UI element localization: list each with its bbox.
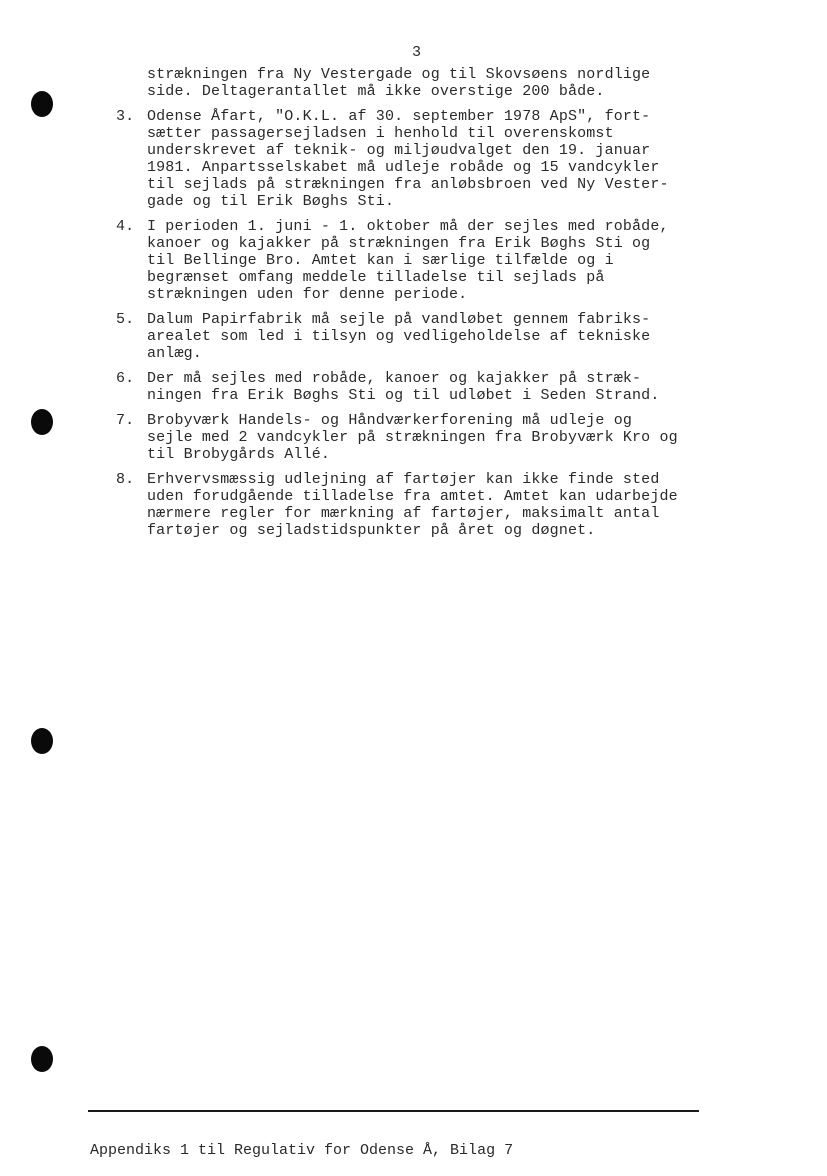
punch-hole-2 [31, 409, 53, 435]
text-line: ningen fra Erik Bøghs Sti og til udløbet i Seden Strand. [147, 387, 660, 404]
text-line: Brobyværk Handels- og Håndværkerforening må udleje og [147, 412, 633, 429]
footer-text: Appendiks 1 til Regulativ for Odense Å, Bilag 7 [90, 1142, 514, 1159]
item-number: 3. [116, 108, 135, 125]
page-number: 3 [412, 44, 422, 61]
item-text [147, 370, 756, 404]
text-line: anlæg. [147, 345, 202, 362]
item-text [147, 218, 756, 303]
text-line: fartøjer og sejladstidspunkter på året og døgnet. [147, 522, 596, 539]
document-body [116, 66, 756, 547]
text-line: I perioden 1. juni - 1. oktober må der sejles med robåde, [147, 218, 669, 235]
text-line: til sejlads på strækningen fra anløbsbroen ved Ny Vester- [147, 176, 669, 193]
footer-divider [88, 1110, 699, 1112]
item-number: 7. [116, 412, 135, 429]
list-item-3 [116, 108, 756, 210]
text-line: til Bellinge Bro. Amtet kan i særlige tilfælde og i [147, 252, 614, 269]
text-line: kanoer og kajakker på strækningen fra Erik Bøghs Sti og [147, 235, 651, 252]
item-text [147, 412, 756, 463]
punch-hole-4 [31, 1046, 53, 1072]
text-line: underskrevet af teknik- og miljøudvalget den 19. januar [147, 142, 651, 159]
text-line: sejle med 2 vandcykler på strækningen fra Brobyværk Kro og [147, 429, 678, 446]
text-line: Dalum Papirfabrik må sejle på vandløbet gennem fabriks- [147, 311, 651, 328]
item-number: 4. [116, 218, 135, 235]
item-text [147, 108, 756, 210]
text-line: Odense Åfart, "O.K.L. af 30. september 1978 ApS", fort- [147, 108, 651, 125]
text-line: gade og til Erik Bøghs Sti. [147, 193, 395, 210]
item-text [147, 471, 756, 539]
text-line: til Brobygårds Allé. [147, 446, 331, 463]
list-item-4 [116, 218, 756, 303]
text-line: Der må sejles med robåde, kanoer og kajakker på stræk- [147, 370, 642, 387]
intro-paragraph [116, 66, 756, 100]
text-line: uden forudgående tilladelse fra amtet. Amtet kan udarbejde [147, 488, 678, 505]
list-item-6 [116, 370, 756, 404]
text-line: sætter passagersejladsen i henhold til overenskomst [147, 125, 614, 142]
text-line: Erhvervsmæssig udlejning af fartøjer kan ikke finde sted [147, 471, 660, 488]
text-line: strækningen fra Ny Vestergade og til Skovsøens nordlige [147, 66, 651, 83]
item-text [147, 311, 756, 362]
item-number: 5. [116, 311, 135, 328]
text-line: 1981. Anpartsselskabet må udleje robåde og 15 vandcykler [147, 159, 660, 176]
item-number: 6. [116, 370, 135, 387]
text-line: begrænset omfang meddele tilladelse til sejlads på [147, 269, 605, 286]
item-number: 8. [116, 471, 135, 488]
text-line: strækningen uden for denne periode. [147, 286, 468, 303]
list-item-8 [116, 471, 756, 539]
list-item-7 [116, 412, 756, 463]
text-line: side. Deltagerantallet må ikke overstige 200 både. [147, 83, 605, 100]
punch-hole-3 [31, 728, 53, 754]
text-line: nærmere regler for mærkning af fartøjer, maksimalt antal [147, 505, 660, 522]
text-line: arealet som led i tilsyn og vedligeholdelse af tekniske [147, 328, 651, 345]
list-item-5 [116, 311, 756, 362]
punch-hole-1 [31, 91, 53, 117]
